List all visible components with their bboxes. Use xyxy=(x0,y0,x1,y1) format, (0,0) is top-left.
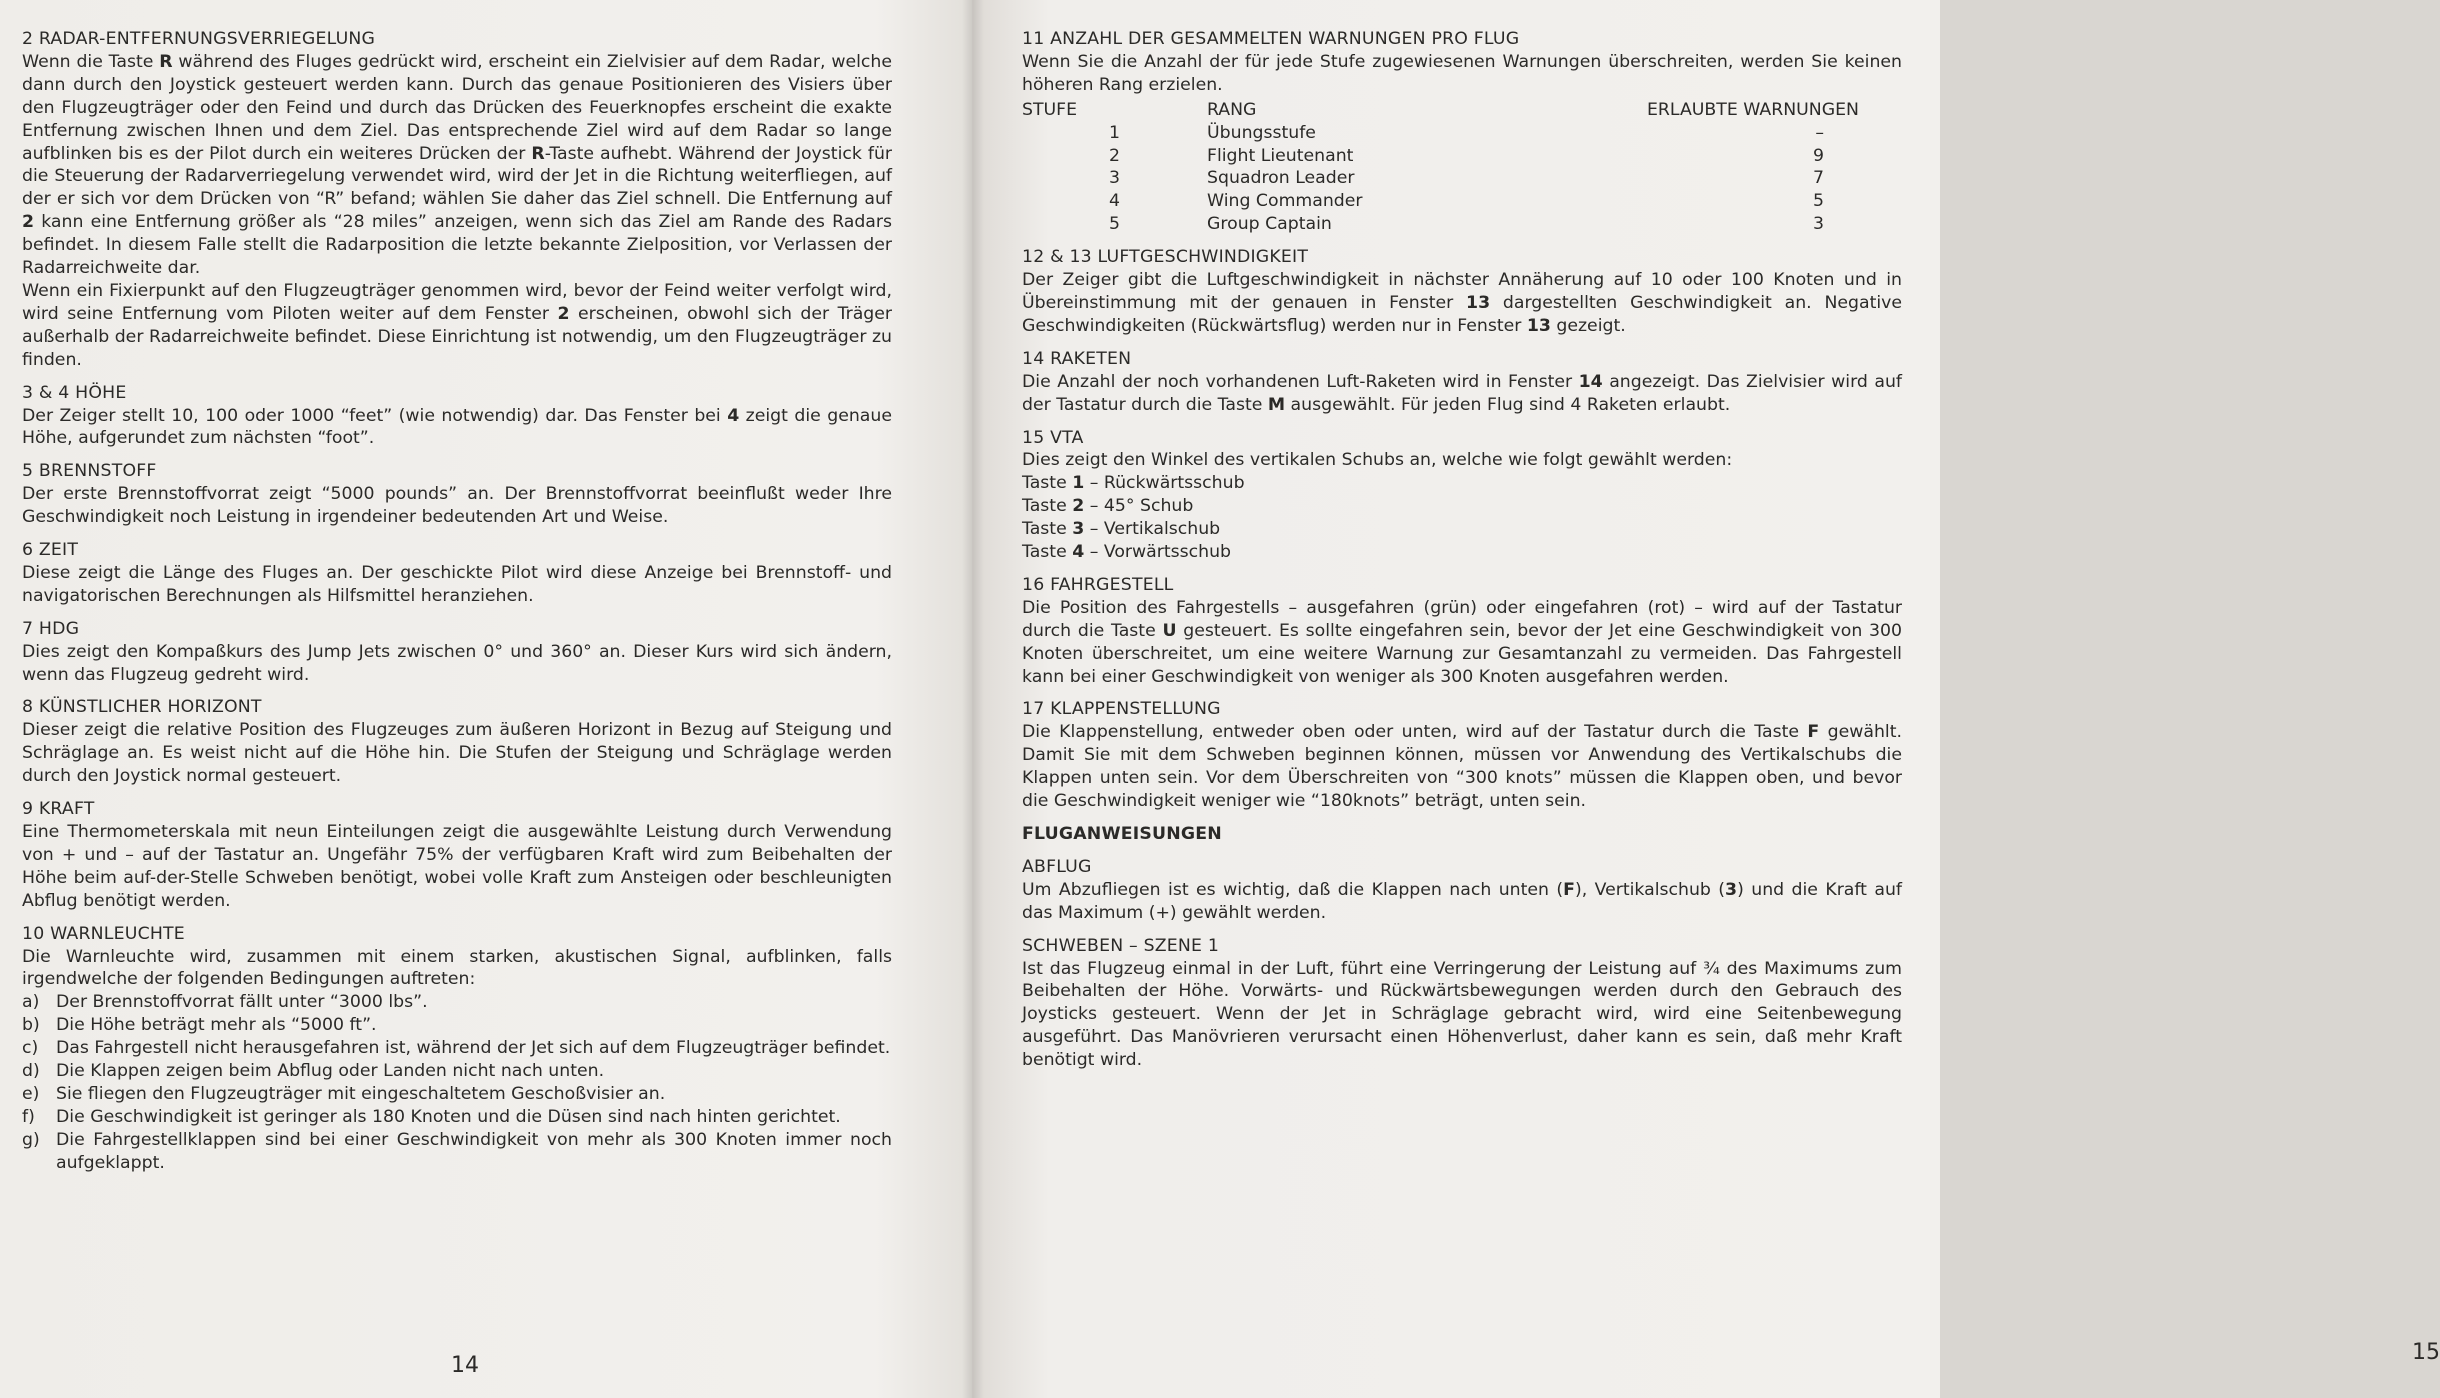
section-heading: 7 HDG xyxy=(22,618,80,639)
book-gutter xyxy=(962,0,984,1398)
paragraph: Ist das Flugzeug einmal in der Luft, führt eine Verringerung der Leistung auf ¾ des Maximums zum Beibehalten der Höhe. Vorwärts- und Rückwärtsbewegungen werden durch den Gebrauch des Joysticks gesteuert. Wenn der Jet in Schräglage gebracht wird, wird eine Seitenbewegung ausgeführt. Das Manövrieren verursacht einen Höhenverlust, daher kann es sein, daß mehr Kraft benötigt wird. xyxy=(1022,958,1902,1071)
key-item: Taste 3 – Vertikalschub xyxy=(1022,519,1221,540)
section-heading: 6 ZEIT xyxy=(22,540,79,561)
list-item: f) Die Geschwindigkeit ist geringer als 180 Knoten und die Düsen sind nach hinten gerichtet. xyxy=(22,1106,841,1127)
table-cell: 7 xyxy=(1813,168,1824,189)
section xyxy=(22,28,892,372)
paragraph: Die Warnleuchte wird, zusammen mit einem starken, akustischen Signal, aufblinken, falls irgendwelche der folgenden Bedingungen auftreten: xyxy=(22,946,892,990)
paragraph: Dies zeigt den Winkel des vertikalen Schubs an, welche wie folgt gewählt werden: xyxy=(1022,450,1733,471)
section-heading: ABFLUG xyxy=(1022,856,1092,877)
section xyxy=(1022,698,1902,813)
paragraph: Wenn Sie die Anzahl der für jede Stufe zugewiesenen Warnungen überschreiten, werden Sie keinen höheren Rang erzielen. xyxy=(1022,51,1902,95)
table-row xyxy=(1022,145,1902,168)
section xyxy=(22,798,892,913)
table-cell: Flight Lieutenant xyxy=(1207,145,1354,166)
section-heading: 3 & 4 HÖHE xyxy=(22,382,127,403)
list-item: b) Die Höhe beträgt mehr als “5000 ft”. xyxy=(22,1015,377,1036)
paragraph: Die Klappenstellung, entweder oben oder unten, wird auf der Tastatur durch die Taste F gewählt. Damit Sie mit dem Schweben beginnen können, müssen vor Anwendung des Vertikalschubs die Klappen unten sein. Vor dem Überschreiten von “300 knots” müssen die Klappen oben, und bevor die Geschwindigkeit weniger wie “180knots” beträgt, unten sein. xyxy=(1022,722,1902,812)
paragraph: Dieser zeigt die relative Position des Flugzeuges zum äußeren Horizont in Bezug auf Steigung und Schräglage an. Es weist nicht auf die Höhe hin. Die Stufen der Steigung und Schräglage werden durch den Joystick normal gesteuert. xyxy=(22,720,892,787)
key-item: Taste 4 – Vorwärtsschub xyxy=(1022,542,1232,563)
paragraph: Wenn die Taste R während des Fluges gedrückt wird, erscheint ein Zielvisier auf dem Radar, welche dann durch den Joystick gesteuert werden kann. Durch das genaue Positionieren des Visiers über den Flugzeugträger oder den Feind und durch das Drücken des Feuerknopfes erscheint die exakte Entfernung zwischen Ihnen und dem Ziel. Das entsprechende Ziel wird auf dem Radar so lange aufblinken bis es der Pilot durch ein weiteres Drücken der R-Taste aufhebt. Während der Joystick für die Steuerung der Radarverriegelung verwendet wird, wird der Jet in die Richtung weiterfliegen, auf der er sich vor dem Drücken von “R” befand; wählen Sie daher das Ziel schnell. Die Entfernung auf 2 kann eine Entfernung größer als “28 miles” anzeigen, wenn sich das Ziel am Rande des Radars befindet. In diesem Falle stellt die Radarposition die letzte bekannte Zielposition, vor Verlassen der Radarreichweite dar. xyxy=(22,51,892,279)
section-heading: 2 RADAR-ENTFERNUNGSVERRIEGELUNG xyxy=(22,29,376,49)
table-cell: 5 xyxy=(1109,214,1120,235)
list-key: a) xyxy=(22,992,40,1013)
section-heading: 17 KLAPPENSTELLUNG xyxy=(1022,699,1221,720)
table-cell: 5 xyxy=(1813,191,1824,212)
table-cell: 2 xyxy=(1109,145,1120,166)
section-heading: 10 WARNLEUCHTE xyxy=(22,923,185,944)
paragraph: Wenn ein Fixierpunkt auf den Flugzeugträger genommen wird, bevor der Feind weiter verfolgt wird, wird seine Entfernung vom Piloten weiter auf dem Fenster 2 erscheinen, obwohl sich der Träger außerhalb der Radarreichweite befindet. Diese Einrichtung ist notwendig, um den Flugzeugträger zu finden. xyxy=(22,280,892,370)
section-heading: 16 FAHRGESTELL xyxy=(1022,574,1174,595)
list-item: e) Sie fliegen den Flugzeugträger mit eingeschaltetem Geschoßvisier an. xyxy=(22,1083,666,1104)
paragraph: Die Position des Fahrgestells – ausgefahren (grün) oder eingefahren (rot) – wird auf der Tastatur durch die Taste U gesteuert. Es sollte eingefahren sein, bevor der Jet eine Geschwindigkeit von 300 Knoten überschreitet, um eine weitere Warnung zur Gesamtanzahl zu vermeiden. Das Fahrgestell kann bei einer Geschwindigkeit von weniger als 300 Knoten ausgefahren werden. xyxy=(1022,597,1903,687)
section xyxy=(22,618,892,687)
table-cell: 1 xyxy=(1109,122,1120,143)
list-item: a) Der Brennstoffvorrat fällt unter “3000 lbs”. xyxy=(22,992,428,1013)
paragraph: Der Zeiger stellt 10, 100 oder 1000 “feet” (wie notwendig) dar. Das Fenster bei 4 zeigt die genaue Höhe, aufgerundet zum nächsten “foot”. xyxy=(22,405,892,449)
list-key: g) xyxy=(22,1129,40,1150)
table-cell: Group Captain xyxy=(1207,214,1332,235)
section-heading: 8 KÜNSTLICHER HORIZONT xyxy=(22,697,262,718)
table-row xyxy=(1022,190,1902,213)
page-number: 14 xyxy=(451,1353,479,1378)
paragraph: Eine Thermometerskala mit neun Einteilungen zeigt die ausgewählte Leistung durch Verwendung von + und – auf der Tastatur an. Ungefähr 75% der verfügbaren Kraft wird zum Beibehalten der Höhe beim auf-der-Stelle Schweben benötigt, wobei volle Kraft zum Ansteigen oder beschleunigten Abflug benötigt werden. xyxy=(22,822,892,911)
table-cell: 4 xyxy=(1109,191,1120,212)
rank-table xyxy=(1022,99,1902,236)
list-item: d) Die Klappen zeigen beim Abflug oder Landen nicht nach unten. xyxy=(22,1061,605,1082)
table-cell: 9 xyxy=(1813,145,1824,166)
page-14 xyxy=(0,0,972,1398)
paragraph: Der erste Brennstoffvorrat zeigt “5000 pounds” an. Der Brennstoffvorrat beeinflußt weder Ihre Geschwindigkeit noch Leistung in irgendeiner bedeutenden Art und Weise. xyxy=(22,484,892,528)
section xyxy=(1022,348,1902,417)
table-cell: 3 xyxy=(1813,214,1824,235)
table-row xyxy=(1022,122,1902,145)
section xyxy=(1022,28,1902,236)
section xyxy=(22,539,892,608)
list-key: e) xyxy=(22,1083,40,1104)
table-cell: Squadron Leader xyxy=(1207,168,1355,189)
section-heading: SCHWEBEN – SZENE 1 xyxy=(1022,935,1220,956)
section xyxy=(1022,427,1902,564)
section xyxy=(1022,856,1902,925)
column-header: ERLAUBTE WARNUNGEN xyxy=(1647,99,1859,120)
column-header: STUFE xyxy=(1022,99,1078,120)
section xyxy=(1022,935,1902,1072)
list-key: b) xyxy=(22,1015,40,1036)
table-row xyxy=(1022,213,1902,236)
table-cell: Wing Commander xyxy=(1207,191,1363,212)
list-item: c) Das Fahrgestell nicht herausgefahren ist, während der Jet sich auf dem Flugzeugträger befindet. xyxy=(22,1038,891,1059)
column-header: RANG xyxy=(1207,99,1257,120)
page-15 xyxy=(972,0,2440,1398)
table-cell: – xyxy=(1815,122,1824,143)
table-cell: Übungsstufe xyxy=(1207,122,1316,143)
key-item: Taste 1 – Rückwärtsschub xyxy=(1022,473,1245,494)
list-key: d) xyxy=(22,1061,40,1082)
paragraph: Der Zeiger gibt die Luftgeschwindigkeit in nächster Annäherung auf 10 oder 100 Knoten und in Übereinstimmung mit der genauen in Fenster 13 dargestellten Geschwindigkeit an. Negative Geschwindigkeiten (Rückwärtsflug) werden nur in Fenster 13 gezeigt. xyxy=(1022,270,1903,336)
section xyxy=(22,696,892,788)
page-number: 15 xyxy=(2412,1340,2440,1365)
section-heading: 5 BRENNSTOFF xyxy=(22,461,157,482)
section-heading: 11 ANZAHL DER GESAMMELTEN WARNUNGEN PRO FLUG xyxy=(1022,29,1520,49)
section xyxy=(22,382,892,451)
table-row xyxy=(1022,167,1902,190)
section xyxy=(1022,246,1902,338)
paragraph: Dies zeigt den Kompaßkurs des Jump Jets zwischen 0° und 360° an. Dieser Kurs wird sich ändern, wenn das Flugzeug gedreht wird. xyxy=(22,641,892,685)
list-item: g) Die Fahrgestellklappen sind bei einer Geschwindigkeit von mehr als 300 Knoten immer noch aufgeklappt. xyxy=(22,1129,892,1173)
list-key: c) xyxy=(22,1038,39,1059)
paragraph: Um Abzufliegen ist es wichtig, daß die Klappen nach unten (F), Vertikalschub (3) und die Kraft auf das Maximum (+) gewählt werden. xyxy=(1022,879,1902,923)
section-heading: 14 RAKETEN xyxy=(1022,348,1132,369)
table-header-row xyxy=(1022,99,1902,122)
section-heading: 9 KRAFT xyxy=(22,799,95,820)
condition-list xyxy=(22,991,892,1174)
section xyxy=(22,923,892,1175)
section xyxy=(1022,823,1902,846)
section-heading: 12 & 13 LUFTGESCHWINDIGKEIT xyxy=(1022,247,1309,268)
section xyxy=(22,460,892,529)
key-list xyxy=(1022,472,1902,564)
page-14-content xyxy=(22,28,892,1185)
list-key: f) xyxy=(22,1106,35,1127)
table-cell: 3 xyxy=(1109,168,1120,189)
paragraph: Die Anzahl der noch vorhandenen Luft-Raketen wird in Fenster 14 angezeigt. Das Zielvisier wird auf der Tastatur durch die Taste M ausgewählt. Für jeden Flug sind 4 Raketen erlaubt. xyxy=(1022,371,1902,415)
section-heading: 15 VTA xyxy=(1022,427,1084,448)
key-item: Taste 2 – 45° Schub xyxy=(1022,496,1194,517)
section xyxy=(1022,574,1902,689)
section-heading: FLUGANWEISUNGEN xyxy=(1022,824,1222,844)
paragraph: Diese zeigt die Länge des Fluges an. Der geschickte Pilot wird diese Anzeige bei Brennstoff- und navigatorischen Berechnungen als Hilfsmittel heranziehen. xyxy=(22,562,892,606)
page-15-content xyxy=(1022,28,1902,1082)
